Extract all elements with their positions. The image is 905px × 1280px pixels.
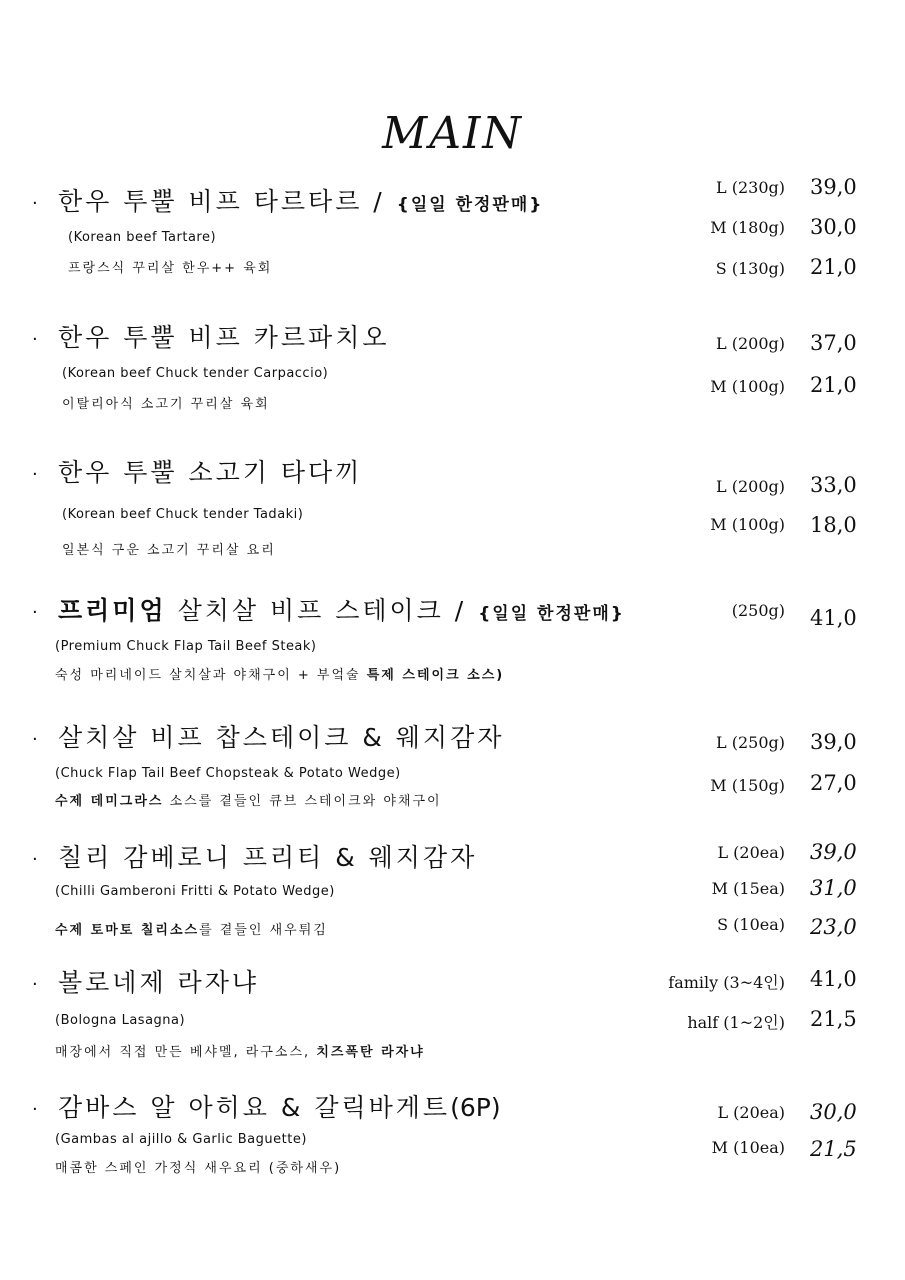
item-name: · 볼로네제 라자냐 xyxy=(32,968,259,997)
option-size: L (230g) xyxy=(716,178,785,197)
option-price: 21,0 xyxy=(810,373,857,397)
item-name: · 한우 투뿔 소고기 타다끼 xyxy=(32,458,363,487)
item-description: 매장에서 직접 만든 베샤멜, 라구소스, 치즈폭탄 라자냐 xyxy=(55,1045,425,1060)
option-size: M (150g) xyxy=(710,776,785,795)
option-price: 30,0 xyxy=(810,1100,857,1124)
item-description: 수제 데미그라스 소스를 곁들인 큐브 스테이크와 야채구이 xyxy=(55,794,442,809)
option-size: M (100g) xyxy=(710,515,785,534)
option-size: L (20ea) xyxy=(717,843,785,862)
option-size: S (130g) xyxy=(715,259,785,278)
option-size: L (20ea) xyxy=(717,1103,785,1122)
limited-tag: {일일 한정판매} xyxy=(396,195,544,215)
option-size: L (250g) xyxy=(716,733,785,752)
option-price: 30,0 xyxy=(810,215,857,239)
item-english-name: (Korean beef Chuck tender Tadaki) xyxy=(62,507,304,522)
option-size: M (180g) xyxy=(710,218,785,237)
item-description-highlight: 수제 데미그라스 xyxy=(55,794,164,809)
bullet-icon: · xyxy=(32,192,41,214)
option-size: L (200g) xyxy=(716,477,785,496)
option-price: 21,5 xyxy=(810,1007,857,1031)
bullet-icon: · xyxy=(32,463,41,485)
option-size: M (10ea) xyxy=(711,1138,785,1157)
option-price: 37,0 xyxy=(810,331,857,355)
option-size: (250g) xyxy=(731,601,785,620)
option-size: S (10ea) xyxy=(717,915,785,934)
item-name: · 한우 투뿔 비프 카르파치오 xyxy=(32,323,390,352)
option-price: 18,0 xyxy=(810,513,857,537)
option-price: 39,0 xyxy=(810,840,857,864)
item-english-name: (Chuck Flap Tail Beef Chopsteak & Potato Wedge) xyxy=(55,766,401,781)
option-price: 39,0 xyxy=(810,730,857,754)
option-price: 23,0 xyxy=(810,915,857,939)
bullet-icon: · xyxy=(32,328,41,350)
item-description: 숙성 마리네이드 살치살과 야채구이 + 부엌술 특제 스테이크 소스) xyxy=(55,668,505,683)
item-english-name: (Gambas al ajillo & Garlic Baguette) xyxy=(55,1132,307,1147)
item-english-name: (Korean beef Chuck tender Carpaccio) xyxy=(62,366,329,381)
option-price: 39,0 xyxy=(810,175,857,199)
item-english-name: (Bologna Lasagna) xyxy=(55,1013,186,1028)
item-name: · 감바스 알 아히요 & 갈릭바게트(6P) xyxy=(32,1093,501,1122)
bullet-icon: · xyxy=(32,973,41,995)
option-size: half (1~2인) xyxy=(687,1013,785,1032)
option-price: 27,0 xyxy=(810,771,857,795)
bullet-icon: · xyxy=(32,848,41,870)
item-name: · 칠리 감베로니 프리티 & 웨지감자 xyxy=(32,843,478,872)
item-description: 프랑스식 꾸리살 한우++ 육회 xyxy=(68,261,273,276)
item-english-name: (Chilli Gamberoni Fritti & Potato Wedge) xyxy=(55,884,335,899)
item-english-name: (Premium Chuck Flap Tail Beef Steak) xyxy=(55,639,317,654)
item-description: 수제 토마토 칠리소스를 곁들인 새우튀김 xyxy=(55,923,328,938)
option-price: 31,0 xyxy=(810,876,857,900)
option-price: 21,0 xyxy=(810,255,857,279)
option-price: 41,0 xyxy=(810,606,857,630)
item-description: 일본식 구운 소고기 꾸리살 요리 xyxy=(62,543,276,558)
item-description: 매콤한 스페인 가정식 새우요리 (중하새우) xyxy=(55,1161,342,1176)
item-name-highlight: 프리미엄 xyxy=(58,596,167,625)
bullet-icon: · xyxy=(32,1098,41,1120)
option-size: M (100g) xyxy=(710,377,785,396)
item-name: · 살치살 비프 찹스테이크 & 웨지감자 xyxy=(32,723,505,752)
item-english-name: (Korean beef Tartare) xyxy=(68,230,217,245)
bullet-icon: · xyxy=(32,601,41,623)
option-size: M (15ea) xyxy=(711,879,785,898)
option-size: family (3~4인) xyxy=(668,973,785,992)
item-description: 이탈리아식 소고기 꾸리살 육회 xyxy=(62,397,270,412)
limited-tag: {일일 한정판매} xyxy=(478,604,625,624)
item-name: · 한우 투뿔 비프 타르타르 / {일일 한정판매} xyxy=(32,187,544,216)
option-price: 33,0 xyxy=(810,473,857,497)
option-price: 21,5 xyxy=(810,1137,857,1161)
option-size: L (200g) xyxy=(716,334,785,353)
option-price: 41,0 xyxy=(810,967,857,991)
bullet-icon: · xyxy=(32,728,41,750)
menu-title: MAIN xyxy=(382,108,523,159)
item-description-highlight: 치즈폭탄 라자냐 xyxy=(316,1045,425,1060)
item-name: · 프리미엄 살치살 비프 스테이크 / {일일 한정판매} xyxy=(32,596,625,625)
item-description-highlight: 특제 스테이크 소스) xyxy=(366,668,505,683)
item-name-suffix: (6P) xyxy=(450,1093,501,1122)
item-description-highlight: 수제 토마토 칠리소스 xyxy=(55,923,200,938)
